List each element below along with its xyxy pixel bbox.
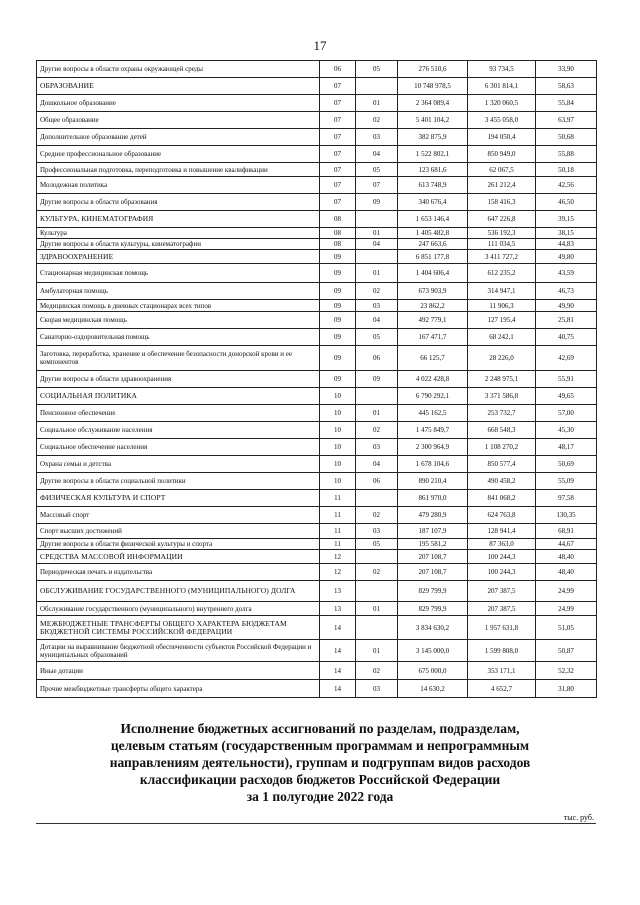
table-section-row: [37, 388, 597, 405]
row-percent: 49,80: [536, 250, 597, 264]
table-row: [37, 312, 597, 329]
row-subsection-code: 04: [356, 146, 398, 163]
row-approved-amount: 66 125,7: [398, 346, 468, 371]
row-percent: 46,50: [536, 194, 597, 211]
row-subsection-code: 05: [356, 539, 398, 550]
row-subsection-code: 01: [356, 405, 398, 422]
row-name: ФИЗИЧЕСКАЯ КУЛЬТУРА И СПОРТ: [37, 490, 320, 507]
table-row: [37, 680, 597, 698]
row-executed-amount: 127 195,4: [468, 312, 536, 329]
row-percent: 40,75: [536, 329, 597, 346]
heading-line: направлениям деятельности), группам и подгруппам видов расходов: [109, 755, 531, 770]
row-percent: 50,87: [536, 640, 597, 662]
table-row: [37, 283, 597, 300]
row-executed-amount: 850 577,4: [468, 456, 536, 473]
row-executed-amount: 128 941,4: [468, 524, 536, 539]
table-section-row: [37, 490, 597, 507]
row-executed-amount: 1 957 631,8: [468, 616, 536, 640]
table-section-row: [37, 616, 597, 640]
row-name: Периодическая печать и издательства: [37, 564, 320, 581]
row-percent: 38,15: [536, 228, 597, 239]
row-section-code: 09: [320, 264, 356, 283]
row-percent: 130,35: [536, 507, 597, 524]
row-section-code: 09: [320, 329, 356, 346]
row-percent: 48,40: [536, 550, 597, 564]
row-approved-amount: 123 681,6: [398, 163, 468, 177]
row-approved-amount: 675 000,0: [398, 662, 468, 680]
row-subsection-code: 02: [356, 662, 398, 680]
table-row: [37, 539, 597, 550]
row-executed-amount: 353 171,1: [468, 662, 536, 680]
divider-line: [36, 823, 596, 824]
row-subsection-code: 04: [356, 312, 398, 329]
row-name: МЕЖБЮДЖЕТНЫЕ ТРАНСФЕРТЫ ОБЩЕГО ХАРАКТЕРА БЮДЖЕТАМ БЮДЖЕТНОЙ СИСТЕМЫ РОССИЙСКОЙ ФЕДЕРАЦИИ: [37, 616, 320, 640]
row-name: Социальное обслуживание населения: [37, 422, 320, 439]
row-name: Другие вопросы в области культуры, кинематографии: [37, 239, 320, 250]
row-executed-amount: 490 458,2: [468, 473, 536, 490]
row-percent: 31,80: [536, 680, 597, 698]
row-section-code: 12: [320, 550, 356, 564]
row-name: Общее образование: [37, 112, 320, 129]
row-percent: 63,97: [536, 112, 597, 129]
row-name: Дополнительное образование детей: [37, 129, 320, 146]
row-approved-amount: 14 630,2: [398, 680, 468, 698]
row-subsection-code: 05: [356, 329, 398, 346]
row-percent: 55,91: [536, 371, 597, 388]
table-row: [37, 473, 597, 490]
table-row: [37, 95, 597, 112]
row-approved-amount: 4 022 428,8: [398, 371, 468, 388]
row-name: ОБСЛУЖИВАНИЕ ГОСУДАРСТВЕННОГО (МУНИЦИПАЛЬНОГО) ДОЛГА: [37, 581, 320, 602]
row-approved-amount: 23 862,2: [398, 300, 468, 312]
report-heading: [70, 720, 570, 805]
row-name: Обслуживание государственного (муниципального) внутреннего долга: [37, 602, 320, 616]
row-executed-amount: 536 192,3: [468, 228, 536, 239]
row-executed-amount: 158 416,3: [468, 194, 536, 211]
row-section-code: 08: [320, 239, 356, 250]
row-name: Медицинская помощь в дневных стационарах всех типов: [37, 300, 320, 312]
row-percent: 50,69: [536, 456, 597, 473]
row-section-code: 14: [320, 616, 356, 640]
row-subsection-code: [356, 550, 398, 564]
table-row: [37, 405, 597, 422]
row-name: Дошкольное образование: [37, 95, 320, 112]
row-approved-amount: 276 510,6: [398, 61, 468, 78]
row-approved-amount: 6 851 177,8: [398, 250, 468, 264]
row-name: Санаторно-оздоровительная помощь: [37, 329, 320, 346]
table-section-row: [37, 250, 597, 264]
row-name: Другие вопросы в области социальной политики: [37, 473, 320, 490]
row-approved-amount: 861 970,0: [398, 490, 468, 507]
row-approved-amount: 613 748,9: [398, 177, 468, 194]
table-row: [37, 439, 597, 456]
row-approved-amount: 673 903,9: [398, 283, 468, 300]
row-name: Другие вопросы в области физической культуры и спорта: [37, 539, 320, 550]
row-name: Другие вопросы в области здравоохранения: [37, 371, 320, 388]
table-row: [37, 662, 597, 680]
row-percent: 48,17: [536, 439, 597, 456]
table-row: [37, 228, 597, 239]
row-executed-amount: 62 067,5: [468, 163, 536, 177]
row-section-code: 09: [320, 250, 356, 264]
row-section-code: 10: [320, 473, 356, 490]
row-percent: 55,84: [536, 95, 597, 112]
row-name: Дотации на выравнивание бюджетной обеспеченности субъектов Российской Федерации и муниципальных образований: [37, 640, 320, 662]
table-row: [37, 456, 597, 473]
row-subsection-code: 02: [356, 422, 398, 439]
row-subsection-code: [356, 616, 398, 640]
row-percent: 24,99: [536, 602, 597, 616]
row-executed-amount: 1 108 270,2: [468, 439, 536, 456]
row-section-code: 11: [320, 539, 356, 550]
heading-line: Исполнение бюджетных ассигнований по разделам, подразделам,: [120, 721, 520, 736]
row-executed-amount: 668 548,3: [468, 422, 536, 439]
row-approved-amount: 382 875,9: [398, 129, 468, 146]
row-percent: 97,58: [536, 490, 597, 507]
row-approved-amount: 1 653 146,4: [398, 211, 468, 228]
heading-line: за 1 полугодие 2022 года: [246, 789, 394, 804]
row-name: Спорт высших достижений: [37, 524, 320, 539]
row-subsection-code: 01: [356, 95, 398, 112]
row-name: Стационарная медицинская помощь: [37, 264, 320, 283]
heading-line: целевым статьям (государственным программам и непрограммным: [110, 738, 530, 753]
table-row: [37, 300, 597, 312]
row-section-code: 14: [320, 662, 356, 680]
row-executed-amount: 87 363,0: [468, 539, 536, 550]
row-section-code: 12: [320, 564, 356, 581]
row-section-code: 07: [320, 146, 356, 163]
row-name: КУЛЬТУРА, КИНЕМАТОГРАФИЯ: [37, 211, 320, 228]
row-subsection-code: 01: [356, 228, 398, 239]
row-approved-amount: 445 162,5: [398, 405, 468, 422]
row-subsection-code: 03: [356, 129, 398, 146]
row-approved-amount: 187 107,9: [398, 524, 468, 539]
row-name: Массовый спорт: [37, 507, 320, 524]
row-approved-amount: 1 404 606,4: [398, 264, 468, 283]
row-approved-amount: 1 678 104,6: [398, 456, 468, 473]
row-subsection-code: 05: [356, 163, 398, 177]
row-percent: 44,83: [536, 239, 597, 250]
row-approved-amount: 492 779,1: [398, 312, 468, 329]
row-approved-amount: 829 799,9: [398, 602, 468, 616]
page-number: 17: [313, 38, 327, 53]
row-section-code: 11: [320, 524, 356, 539]
row-section-code: 07: [320, 194, 356, 211]
row-approved-amount: 10 748 978,5: [398, 78, 468, 95]
row-name: Другие вопросы в области образования: [37, 194, 320, 211]
row-subsection-code: 09: [356, 371, 398, 388]
table-row: [37, 329, 597, 346]
row-executed-amount: 93 734,5: [468, 61, 536, 78]
row-percent: 42,69: [536, 346, 597, 371]
row-name: Среднее профессиональное образование: [37, 146, 320, 163]
row-executed-amount: 3 455 058,0: [468, 112, 536, 129]
table-row: [37, 422, 597, 439]
row-name: Амбулаторная помощь: [37, 283, 320, 300]
row-percent: 50,68: [536, 129, 597, 146]
row-executed-amount: 841 068,2: [468, 490, 536, 507]
table-row: [37, 177, 597, 194]
table-row: [37, 602, 597, 616]
row-section-code: 07: [320, 163, 356, 177]
row-name: Другие вопросы в области охраны окружающей среды: [37, 61, 320, 78]
row-executed-amount: 624 763,8: [468, 507, 536, 524]
row-subsection-code: [356, 78, 398, 95]
table-section-row: [37, 550, 597, 564]
row-section-code: 07: [320, 112, 356, 129]
row-name: Скорая медицинская помощь: [37, 312, 320, 329]
row-subsection-code: 06: [356, 473, 398, 490]
row-executed-amount: 4 652,7: [468, 680, 536, 698]
row-executed-amount: 253 732,7: [468, 405, 536, 422]
table-row: [37, 146, 597, 163]
row-executed-amount: 28 226,0: [468, 346, 536, 371]
row-executed-amount: 194 050,4: [468, 129, 536, 146]
row-subsection-code: 02: [356, 507, 398, 524]
table-row: [37, 507, 597, 524]
row-approved-amount: 1 522 802,1: [398, 146, 468, 163]
table-row: [37, 61, 597, 78]
row-section-code: 13: [320, 602, 356, 616]
row-executed-amount: 3 411 727,2: [468, 250, 536, 264]
row-name: ЗДРАВООХРАНЕНИЕ: [37, 250, 320, 264]
row-approved-amount: 3 145 000,0: [398, 640, 468, 662]
row-percent: 44,67: [536, 539, 597, 550]
row-percent: 39,15: [536, 211, 597, 228]
table-section-row: [37, 581, 597, 602]
row-subsection-code: 01: [356, 602, 398, 616]
row-section-code: 11: [320, 507, 356, 524]
row-subsection-code: 03: [356, 300, 398, 312]
row-subsection-code: [356, 250, 398, 264]
row-section-code: 09: [320, 371, 356, 388]
table-row: [37, 129, 597, 146]
row-name: Социальное обеспечение населения: [37, 439, 320, 456]
row-approved-amount: 5 401 104,2: [398, 112, 468, 129]
row-approved-amount: 167 471,7: [398, 329, 468, 346]
row-percent: 49,65: [536, 388, 597, 405]
row-section-code: 14: [320, 640, 356, 662]
row-name: СРЕДСТВА МАССОВОЙ ИНФОРМАЦИИ: [37, 550, 320, 564]
table-row: [37, 163, 597, 177]
row-percent: 24,99: [536, 581, 597, 602]
row-section-code: 08: [320, 211, 356, 228]
row-subsection-code: 04: [356, 456, 398, 473]
row-section-code: 07: [320, 95, 356, 112]
row-subsection-code: 02: [356, 283, 398, 300]
row-name: Пенсионное обеспечение: [37, 405, 320, 422]
table-row: [37, 346, 597, 371]
row-executed-amount: 612 235,2: [468, 264, 536, 283]
table-row: [37, 371, 597, 388]
row-section-code: 09: [320, 346, 356, 371]
row-section-code: 07: [320, 78, 356, 95]
row-percent: 55,09: [536, 473, 597, 490]
table-row: [37, 564, 597, 581]
row-subsection-code: 02: [356, 564, 398, 581]
row-percent: 58,63: [536, 78, 597, 95]
row-percent: 43,59: [536, 264, 597, 283]
row-approved-amount: 340 676,4: [398, 194, 468, 211]
row-percent: 51,05: [536, 616, 597, 640]
row-name: Профессиональная подготовка, переподготовка и повышение квалификации: [37, 163, 320, 177]
row-percent: 46,73: [536, 283, 597, 300]
row-executed-amount: 261 212,4: [468, 177, 536, 194]
row-subsection-code: [356, 581, 398, 602]
row-approved-amount: 207 108,7: [398, 564, 468, 581]
row-subsection-code: 01: [356, 264, 398, 283]
table-row: [37, 194, 597, 211]
row-executed-amount: 850 949,0: [468, 146, 536, 163]
row-section-code: 09: [320, 283, 356, 300]
row-name: ОБРАЗОВАНИЕ: [37, 78, 320, 95]
row-name: Охрана семьи и детства: [37, 456, 320, 473]
row-executed-amount: 111 034,5: [468, 239, 536, 250]
row-percent: 33,90: [536, 61, 597, 78]
row-executed-amount: 1 599 808,0: [468, 640, 536, 662]
row-subsection-code: 09: [356, 194, 398, 211]
row-executed-amount: 3 371 586,8: [468, 388, 536, 405]
row-subsection-code: [356, 388, 398, 405]
table-section-row: [37, 78, 597, 95]
row-subsection-code: 06: [356, 346, 398, 371]
table-row: [37, 524, 597, 539]
row-percent: 45,30: [536, 422, 597, 439]
row-approved-amount: 890 210,4: [398, 473, 468, 490]
row-section-code: 10: [320, 456, 356, 473]
row-executed-amount: 68 242,1: [468, 329, 536, 346]
row-executed-amount: 6 301 814,1: [468, 78, 536, 95]
row-percent: 52,32: [536, 662, 597, 680]
row-approved-amount: 2 364 089,4: [398, 95, 468, 112]
row-subsection-code: [356, 211, 398, 228]
row-approved-amount: 247 663,6: [398, 239, 468, 250]
row-section-code: 10: [320, 388, 356, 405]
row-section-code: 10: [320, 405, 356, 422]
row-subsection-code: 05: [356, 61, 398, 78]
row-section-code: 11: [320, 490, 356, 507]
row-percent: 25,81: [536, 312, 597, 329]
row-section-code: 10: [320, 439, 356, 456]
row-subsection-code: 03: [356, 439, 398, 456]
row-executed-amount: 207 387,5: [468, 581, 536, 602]
row-percent: 55,88: [536, 146, 597, 163]
table-section-row: [37, 211, 597, 228]
row-name: Иные дотации: [37, 662, 320, 680]
row-approved-amount: 829 799,9: [398, 581, 468, 602]
row-subsection-code: [356, 490, 398, 507]
table-row: [37, 264, 597, 283]
table-row: [37, 640, 597, 662]
row-executed-amount: 2 248 975,1: [468, 371, 536, 388]
row-subsection-code: 03: [356, 524, 398, 539]
row-executed-amount: 100 244,3: [468, 550, 536, 564]
row-executed-amount: 1 320 060,5: [468, 95, 536, 112]
units-label: тыс. руб.: [563, 813, 594, 822]
row-subsection-code: 02: [356, 112, 398, 129]
row-section-code: 14: [320, 680, 356, 698]
row-section-code: 09: [320, 312, 356, 329]
row-percent: 48,40: [536, 564, 597, 581]
row-subsection-code: 04: [356, 239, 398, 250]
row-executed-amount: 207 387,5: [468, 602, 536, 616]
budget-execution-table: [36, 60, 597, 698]
row-approved-amount: 1 475 849,7: [398, 422, 468, 439]
row-name: СОЦИАЛЬНАЯ ПОЛИТИКА: [37, 388, 320, 405]
row-section-code: 08: [320, 228, 356, 239]
row-percent: 42,56: [536, 177, 597, 194]
row-percent: 68,91: [536, 524, 597, 539]
row-percent: 57,00: [536, 405, 597, 422]
table-row: [37, 239, 597, 250]
row-approved-amount: 207 108,7: [398, 550, 468, 564]
row-section-code: 13: [320, 581, 356, 602]
row-executed-amount: 11 906,3: [468, 300, 536, 312]
row-section-code: 07: [320, 129, 356, 146]
row-name: Молодежная политика: [37, 177, 320, 194]
row-approved-amount: 195 581,2: [398, 539, 468, 550]
row-approved-amount: 3 834 630,2: [398, 616, 468, 640]
row-name: Прочие межбюджетные трансферты общего характера: [37, 680, 320, 698]
row-executed-amount: 100 244,3: [468, 564, 536, 581]
row-approved-amount: 479 280,9: [398, 507, 468, 524]
row-approved-amount: 2 300 964,9: [398, 439, 468, 456]
row-section-code: 09: [320, 300, 356, 312]
row-percent: 50,18: [536, 163, 597, 177]
row-approved-amount: 6 790 292,1: [398, 388, 468, 405]
row-executed-amount: 647 226,8: [468, 211, 536, 228]
row-approved-amount: 1 405 482,8: [398, 228, 468, 239]
row-name: Заготовка, переработка, хранение и обеспечение безопасности донорской крови и ее компонентов: [37, 346, 320, 371]
row-executed-amount: 314 947,1: [468, 283, 536, 300]
row-percent: 49,90: [536, 300, 597, 312]
row-subsection-code: 07: [356, 177, 398, 194]
row-section-code: 06: [320, 61, 356, 78]
row-section-code: 07: [320, 177, 356, 194]
heading-line: классификации расходов бюджетов Российской Федерации: [139, 772, 501, 787]
row-subsection-code: 03: [356, 680, 398, 698]
row-name: Культура: [37, 228, 320, 239]
row-section-code: 10: [320, 422, 356, 439]
table-row: [37, 112, 597, 129]
row-subsection-code: 01: [356, 640, 398, 662]
